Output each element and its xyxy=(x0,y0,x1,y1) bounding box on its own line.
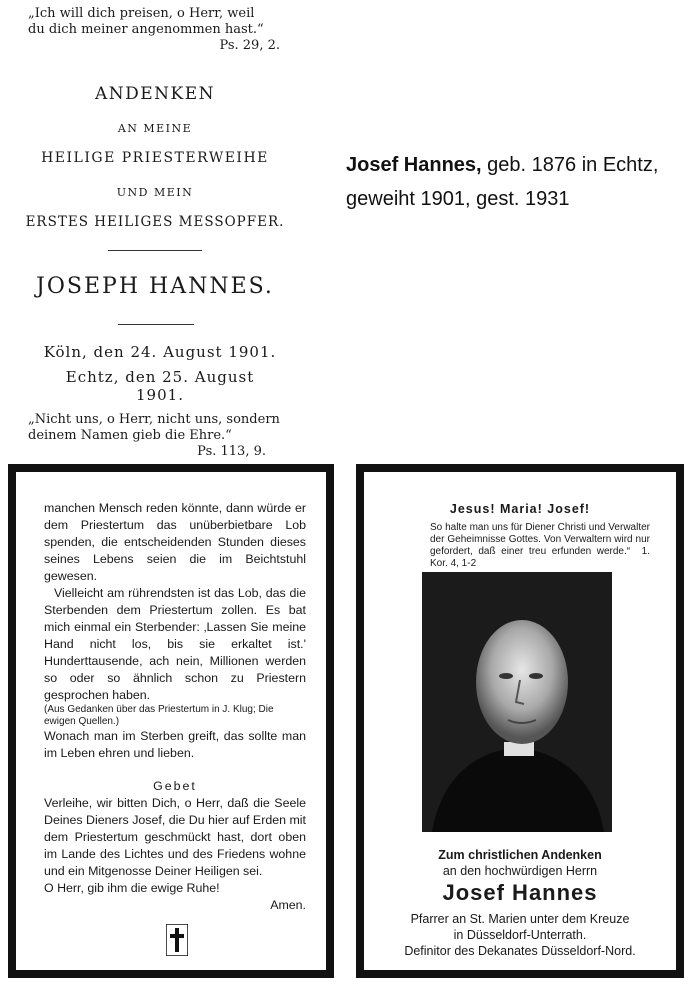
portrait-figure xyxy=(422,572,612,832)
bottom-quote-reference: Ps. 113, 9. xyxy=(197,444,266,459)
photo-card-line-1: Zum christlichen Andenken xyxy=(438,848,602,862)
top-quote-reference: Ps. 29, 2. xyxy=(219,38,280,53)
top-quote-line-2: du dich meiner angenommen hast.“ xyxy=(28,22,264,37)
divider-top xyxy=(108,250,202,251)
prayer-closing: O Herr, gib ihm die ewige Ruhe! xyxy=(44,881,220,895)
photo-card-header: Jesus! Maria! Josef! xyxy=(449,502,591,516)
photo-card-line-2: an den hochwürdigen Herrn xyxy=(442,864,598,878)
place-date-echtz: Echtz, den 25. August 1901. xyxy=(65,368,255,404)
heading-an-meine: AN MEINE xyxy=(117,122,193,135)
top-quote xyxy=(28,6,288,54)
memorial-photo-card xyxy=(356,464,684,978)
caption-line-1 xyxy=(346,150,676,180)
deceased-name: Josef Hannes xyxy=(442,880,598,905)
heading-priesterweihe: HEILIGE PRIESTERWEIHE xyxy=(41,150,269,166)
bottom-quote xyxy=(28,412,300,460)
photo-card-role-1: Pfarrer an St. Marien unter dem Kreuze xyxy=(410,912,630,926)
bottom-quote-line-1: „Nicht uns, o Herr, nicht uns, sondern xyxy=(28,412,280,427)
biography-caption xyxy=(346,150,676,214)
photo-card-role-3: Definitor des Dekanates Düsseldorf-Nord. xyxy=(404,944,636,958)
memorial-source: (Aus Gedanken über das Priestertum in J. Klug; Die ewigen Quellen.) xyxy=(44,704,274,727)
photo-card-role-2: in Düsseldorf-Unterrath. xyxy=(453,928,587,942)
cross-icon xyxy=(166,924,188,956)
prayer-title: Gebet xyxy=(153,779,197,793)
portrait-photo xyxy=(422,572,612,832)
photo-card-quote xyxy=(430,522,650,570)
heading-messopfer: ERSTES HEILIGES MESSOPFER. xyxy=(25,214,285,230)
caption-name: Josef Hannes, xyxy=(346,154,482,176)
caption-birth: geb. 1876 in Echtz, xyxy=(487,154,659,176)
divider-bottom xyxy=(118,324,194,325)
top-quote-line-1: „Ich will dich preisen, o Herr, weil xyxy=(28,6,255,21)
heading-und-mein: UND MEIN xyxy=(116,186,194,199)
bottom-quote-line-2: deinem Namen gieb die Ehre.“ xyxy=(28,428,232,443)
prayer-text: Verleihe, wir bitten Dich, o Herr, daß die Seele Deines Dieners Josef, die Du hier auf Erden mit dem Priestertum geschmückt hast, dort oben im Lande des Lichtes und des Friedens wohne und ein Mitgenosse Deiner Heiligen sei. xyxy=(44,796,306,878)
heading-andenken: ANDENKEN xyxy=(94,84,216,104)
memorial-text-card xyxy=(8,464,334,978)
memorial-paragraph-2: Vielleicht am rührendsten ist das Lob, das die Sterbenden dem Priestertum zollen. Es bat mich einmal ein Sterbender: ‚Lassen Sie meine Hand nicht los, bis sie erkaltet ist.' Hunderttausende, ach nein, Millionen werden so oder so ähnlich schon zu Priestern gesprochen haben. xyxy=(44,586,306,702)
photo-card-quote-text: So halte man uns für Diener Christi und Verwalter der Geheimnisse Gottes. Von Verwaltern wird nur gefordert, daß einer treu erfunden werde.“ xyxy=(430,522,650,557)
photo-card-quote-ref: 1. Kor. 4, 1-2 xyxy=(430,546,651,569)
ordinand-name: JOSEPH HANNES. xyxy=(36,274,274,299)
memorial-paragraph-3: Wonach man im Sterben greift, das sollte man im Leben ehren und lieben. xyxy=(44,729,306,760)
place-date-koeln: Köln, den 24. August 1901. xyxy=(43,343,277,361)
caption-line-2: geweiht 1901, gest. 1931 xyxy=(346,188,570,210)
memorial-text-body xyxy=(44,500,306,914)
memorial-paragraph-1: manchen Mensch reden könnte, dann würde er dem Priestertum das unüberbietbare Lob spenden, die entscheidenden Stunden dieses seines Lebens seien die im Beichtstuhl gewesen. xyxy=(44,501,306,583)
prayer-amen: Amen. xyxy=(270,898,306,912)
